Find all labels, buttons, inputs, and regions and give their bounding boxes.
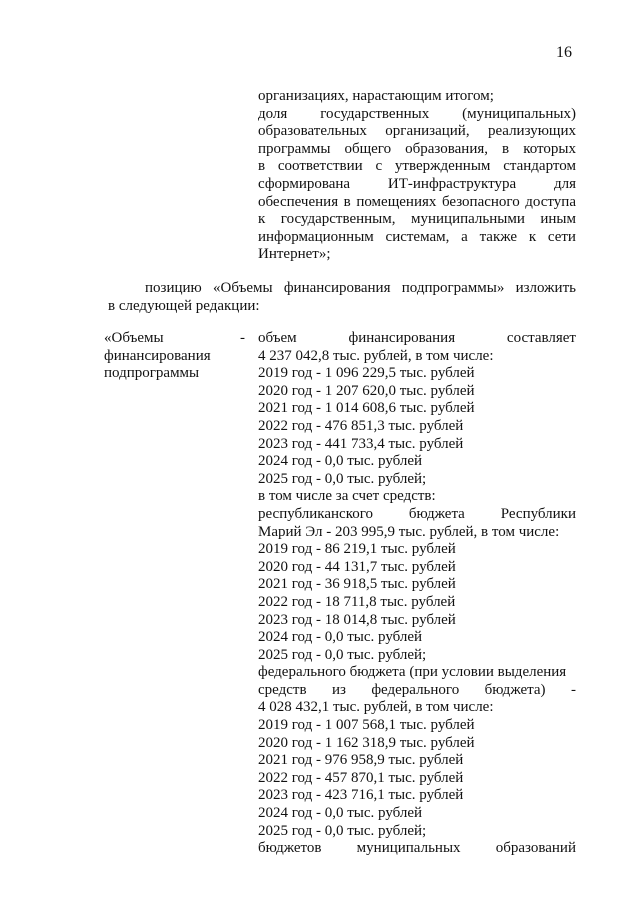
word: организаций, [385,123,470,140]
instruction-line-2: в следующей редакции: [108,298,260,314]
financing-line [258,664,576,682]
word: 4 237 042,8 тыс. рублей, в том числе: [258,347,494,364]
word: системам, [385,228,450,245]
word: 2019 год - 86 219,1 тыс. рублей [258,541,456,558]
financing-line [258,629,576,647]
word: составляет [506,330,576,346]
word: общего [344,140,392,157]
word: бюджета [408,505,465,522]
word: в [258,158,266,175]
financing-line [258,594,576,612]
financing-line [258,436,576,454]
financing-line [258,752,576,770]
word: Интернет»; [258,246,331,263]
word: из [331,681,346,698]
word: соответствии [277,158,363,175]
word: средств [258,681,307,698]
word: 2021 год - 976 958,9 тыс. рублей [258,752,464,769]
word: к [258,211,266,228]
financing-line [258,453,576,471]
financing-line [258,770,576,788]
word: финансирования [283,280,391,296]
financing-line [258,383,576,401]
word: к [528,228,537,245]
word: муниципальных [356,840,461,857]
word: иным [540,211,576,228]
text-line [258,106,576,124]
word: доступа [525,193,576,210]
financing-line [258,365,576,383]
word: 2020 год - 1 207 620,0 тыс. рублей [258,382,475,399]
word: безопасного [441,193,520,210]
text-line [258,194,576,212]
financing-line [258,506,576,524]
word: Республики [500,505,576,522]
financing-line [258,400,576,418]
text-line [258,123,576,141]
word: которых [523,140,576,157]
financing-line [258,787,576,805]
word: программы [258,140,331,157]
financing-line [258,717,576,735]
financing-block [258,330,576,858]
financing-line [258,541,576,559]
word: 2025 год - 0,0 тыс. рублей; [258,646,427,663]
word: обеспечения [258,193,339,210]
financing-line [258,699,576,717]
financing-line [258,735,576,753]
word: государственных [320,105,430,122]
instruction-line-1 [108,279,576,297]
financing-line [258,524,576,542]
word: образовательных [258,123,367,140]
word: государственным, [280,211,396,228]
word: 2019 год - 1 007 568,1 тыс. рублей [258,717,475,734]
financing-label [104,330,211,383]
word: федерального бюджета (при условии выделения [258,664,567,681]
word: 2024 год - 0,0 тыс. рублей [258,453,423,470]
word: образования, [405,140,488,157]
word: финансирования [348,330,456,346]
word: ИТ-инфраструктура [387,175,517,192]
text-line [258,246,576,264]
financing-line [258,823,576,841]
label-line: «Объемы [104,330,164,346]
word: для [553,175,576,192]
word: а [461,228,468,245]
text-line [258,229,576,247]
word: сети [547,228,576,245]
text-line [258,141,576,159]
word: бюджетов [258,840,322,857]
word: 2020 год - 44 131,7 тыс. рублей [258,558,456,575]
financing-line [258,488,576,506]
word: помещениях [356,193,437,210]
word: организациях, нарастающим итогом; [258,88,494,104]
word: 2021 год - 1 014 608,6 тыс. рублей [258,400,475,417]
financing-line [258,805,576,823]
financing-line [258,840,576,858]
financing-line [258,612,576,630]
word: объем [258,330,297,346]
word: - [570,681,576,698]
word: 4 028 432,1 тыс. рублей, в том числе: [258,699,494,716]
word: 2019 год - 1 096 229,5 тыс. рублей [258,365,475,382]
label-dash: - [240,330,245,346]
word: муниципальными [411,211,525,228]
word: доля [258,105,288,122]
word: в [502,140,510,157]
instruction-paragraph [108,279,576,315]
word: Марий Эл - 203 995,9 тыс. рублей, в том числе: [258,523,560,540]
word: также [479,228,518,245]
word: сформирована [258,175,351,192]
word: 2023 год - 441 733,4 тыс. рублей [258,435,464,452]
word: 2023 год - 18 014,8 тыс. рублей [258,611,456,628]
page-number: 16 [556,44,572,61]
text-line [258,158,576,176]
word: 2024 год - 0,0 тыс. рублей [258,805,423,822]
word: с [375,158,383,175]
financing-line [258,348,576,366]
word: образований [495,840,576,857]
word: (муниципальных) [462,105,576,122]
label-line: подпрограммы [104,365,200,382]
word: 2025 год - 0,0 тыс. рублей; [258,822,427,839]
word: изложить [515,280,576,296]
word: утвержденным [394,158,491,175]
word: «Объемы [213,280,273,296]
word: информационным [258,228,374,245]
word: 2022 год - 18 711,8 тыс. рублей [258,593,456,610]
financing-line [258,576,576,594]
word: 2025 год - 0,0 тыс. рублей; [258,470,427,487]
word: в том числе за счет средств: [258,488,436,505]
word: 2023 год - 423 716,1 тыс. рублей [258,787,464,804]
text-line [258,176,576,194]
word: стандартом [503,158,576,175]
word: 2021 год - 36 918,5 тыс. рублей [258,576,456,593]
financing-line [258,330,576,348]
word: федерального [371,681,460,698]
word: позицию [145,280,202,296]
word: 2022 год - 476 851,3 тыс. рублей [258,417,464,434]
word: подпрограммы» [401,280,505,296]
financing-line [258,418,576,436]
label-line: финансирования [104,347,211,364]
text-line [258,88,576,106]
financing-line [258,647,576,665]
top-text-block [258,88,576,264]
financing-line [258,471,576,489]
word: республиканского [258,505,373,522]
word: в [343,193,351,210]
word: бюджета) [484,681,546,698]
text-line [258,211,576,229]
word: реализующих [487,123,576,140]
word: 2024 год - 0,0 тыс. рублей [258,629,423,646]
financing-line [258,559,576,577]
word: 2022 год - 457 870,1 тыс. рублей [258,769,464,786]
financing-line [258,682,576,700]
word: 2020 год - 1 162 318,9 тыс. рублей [258,734,475,751]
